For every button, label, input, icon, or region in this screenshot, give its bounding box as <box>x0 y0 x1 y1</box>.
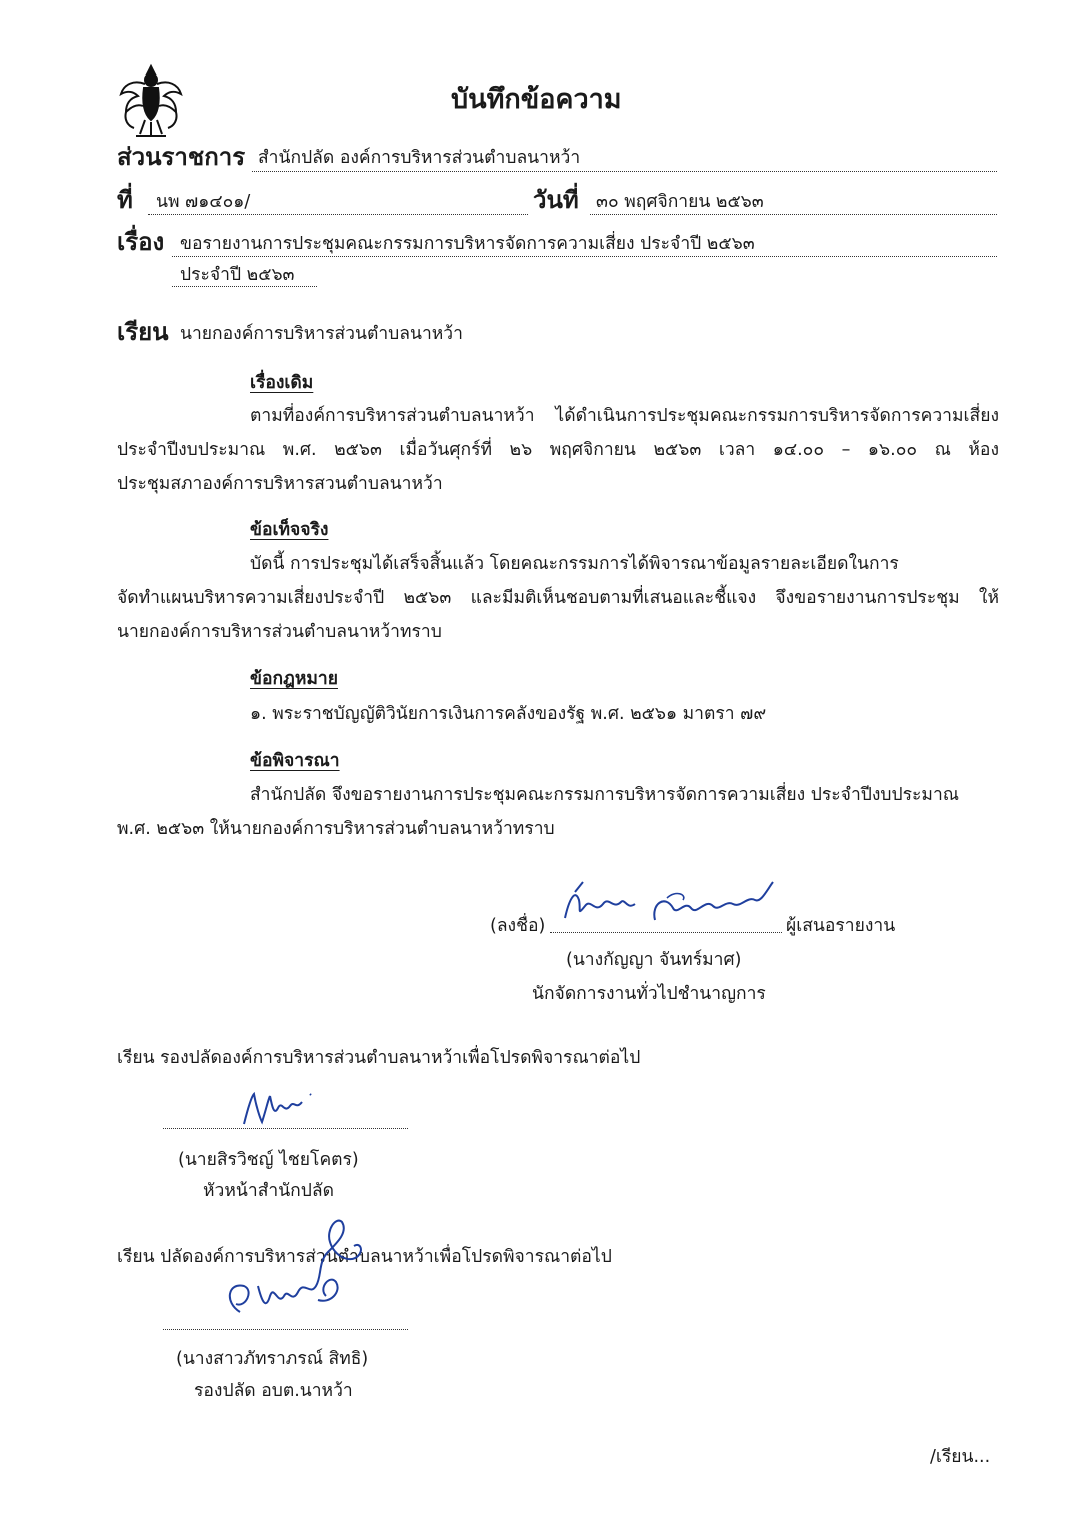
signature-1-prefix: (ลงชื่อ) <box>490 916 546 936</box>
date-value: ๓๐ พฤศจิกายน ๒๕๖๓ <box>596 192 764 212</box>
ref-value: นพ ๗๑๔๐๑/ <box>156 192 251 212</box>
signature-1-name: (นางกัญญา จันทร์มาศ) <box>566 950 742 970</box>
salutation-recipient: นายกองค์การบริหารส่วนตำบลนาหว้า <box>180 324 463 344</box>
background-line-1: ตามที่องค์การบริหารส่วนตำบลนาหว้า ได้ดำเนินการประชุมคณะกรรมการบริหารจัดการความเสี่ยง <box>250 406 999 426</box>
endorsement-1-text: เรียน รองปลัดองค์การบริหารส่วนตำบลนาหว้าเพื่อโปรดพิจารณาต่อไป <box>117 1048 641 1068</box>
agency-dotted-line <box>252 171 997 172</box>
subject-dotted-line <box>172 256 997 257</box>
subject-label: เรื่อง <box>117 228 165 256</box>
facts-line-3: นายกองค์การบริหารส่วนตำบลนาหว้าทราบ <box>117 622 442 642</box>
subject-value-2: ประจำปี ๒๕๖๓ <box>180 265 295 285</box>
facts-line-2: จัดทำแผนบริหารความเสี่ยงประจำปี ๒๕๖๓ และมีมติเห็นชอบตามที่เสนอและชี้แจง จึงขอรายงานการประชุม ให้ <box>117 588 999 608</box>
agency-label: ส่วนราชการ <box>117 143 246 171</box>
background-line-2: ประจำปีงบประมาณ พ.ศ. ๒๕๖๓ เมื่อวันศุกร์ที่ ๒๖ พฤศจิกายน ๒๕๖๓ เวลา ๑๔.๐๐ – ๑๖.๐๐ ณ ห้อง <box>117 440 999 460</box>
signature-3 <box>218 1212 388 1332</box>
signature-1-dotted-line <box>550 932 782 933</box>
signature-3-dotted-line <box>163 1329 408 1330</box>
signature-1-suffix: ผู้เสนอรายงาน <box>786 916 896 936</box>
continuation-marker: /เรียน... <box>930 1447 991 1467</box>
endorsement-2-name: (นางสาวภัทราภรณ์ สิทธิ) <box>176 1349 369 1369</box>
date-label: วันที่ <box>533 186 579 214</box>
signature-2 <box>238 1086 358 1130</box>
subject-value: ขอรายงานการประชุมคณะกรรมการบริหารจัดการความเสี่ยง ประจำปี ๒๕๖๓ <box>180 234 755 254</box>
consideration-line-1: สำนักปลัด จึงขอรายงานการประชุมคณะกรรมการบริหารจัดการความเสี่ยง ประจำปีงบประมาณ <box>250 785 960 805</box>
signature-1-position: นักจัดการงานทั่วไปชำนาญการ <box>532 984 766 1004</box>
heading-consideration: ข้อพิจารณา <box>250 751 340 771</box>
endorsement-2-position: รองปลัด อบต.นาหว้า <box>194 1381 353 1401</box>
page-title: บันทึกข้อความ <box>451 84 622 115</box>
law-line-1: ๑. พระราชบัญญัติวินัยการเงินการคลังของรัฐ พ.ศ. ๒๕๖๑ มาตรา ๗๙ <box>250 704 767 724</box>
endorsement-2-text: เรียน ปลัดองค์การบริหารส่วนตำบลนาหว้าเพื่อโปรดพิจารณาต่อไป <box>117 1247 612 1267</box>
date-dotted-line <box>590 214 997 215</box>
endorsement-1-name: (นายสิรวิชญ์ ไชยโคตร) <box>178 1150 359 1170</box>
facts-line-1: บัดนี้ การประชุมได้เสร็จสิ้นแล้ว โดยคณะกรรมการได้พิจารณาข้อมูลรายละเอียดในการ <box>250 554 899 574</box>
heading-law: ข้อกฎหมาย <box>250 669 338 689</box>
signature-2-dotted-line <box>163 1128 408 1129</box>
consideration-line-2: พ.ศ. ๒๕๖๓ ให้นายกองค์การบริหารส่วนตำบลนาหว้าทราบ <box>117 819 555 839</box>
heading-facts: ข้อเท็จจริง <box>250 520 329 540</box>
signature-1 <box>555 870 785 930</box>
ref-label: ที่ <box>117 186 133 214</box>
subject-dotted-line-2 <box>172 286 317 287</box>
background-line-3: ประชุมสภาองค์การบริหารสวนตำบลนาหว้า <box>117 474 443 494</box>
agency-value: สำนักปลัด องค์การบริหารส่วนตำบลนาหว้า <box>258 148 581 168</box>
ref-dotted-line <box>148 214 528 215</box>
garuda-emblem <box>118 62 184 140</box>
heading-background: เรื่องเดิม <box>250 373 314 393</box>
endorsement-1-position: หัวหน้าสำนักปลัด <box>203 1181 334 1201</box>
salutation-label: เรียน <box>117 318 169 346</box>
